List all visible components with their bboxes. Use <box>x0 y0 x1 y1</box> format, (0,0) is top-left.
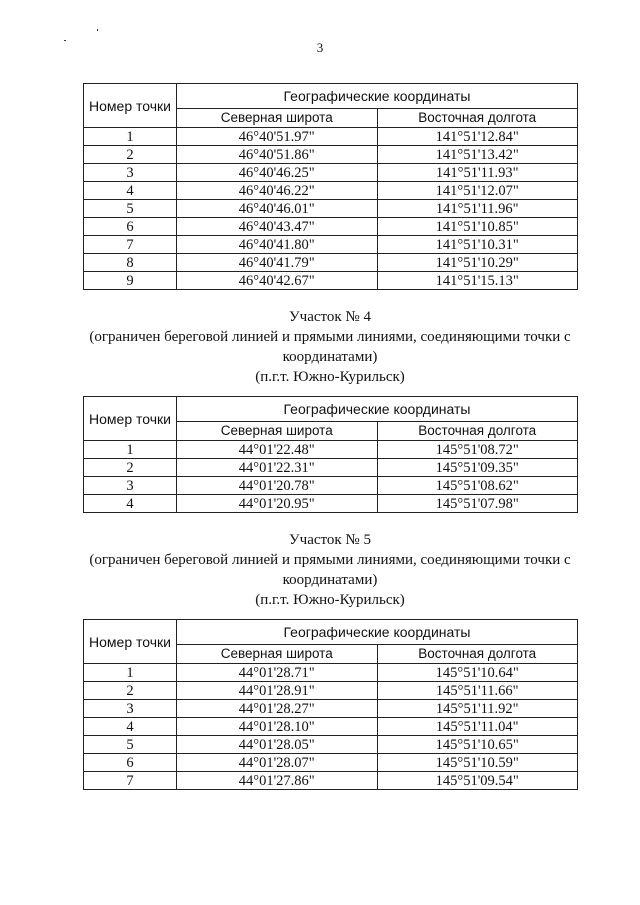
point-number-cell: 3 <box>84 477 177 495</box>
table-row <box>84 754 578 772</box>
point-number-cell: 9 <box>84 272 177 290</box>
longitude-cell: 145°51'11.92" <box>377 700 578 718</box>
table-row <box>84 495 578 513</box>
header-latitude: Северная широта <box>177 645 378 664</box>
header-geo-coords: Географические координаты <box>177 397 578 422</box>
point-number-cell: 2 <box>84 146 177 164</box>
latitude-cell: 44°01'28.91" <box>177 682 378 700</box>
section-4-title: Участок № 4 <box>289 309 371 325</box>
section-5-desc-line2: координатами) <box>282 572 378 588</box>
section-4-desc-line2: координатами) <box>282 349 378 365</box>
latitude-cell: 44°01'28.07" <box>177 754 378 772</box>
longitude-cell: 145°51'11.66" <box>377 682 578 700</box>
latitude-cell: 44°01'27.86" <box>177 772 378 790</box>
table-row <box>84 736 578 754</box>
longitude-cell: 145°51'08.62" <box>377 477 578 495</box>
table-row <box>84 218 578 236</box>
header-point-number: Номер точки <box>84 620 177 664</box>
table-row <box>84 182 578 200</box>
latitude-cell: 44°01'28.27" <box>177 700 378 718</box>
point-number-cell: 3 <box>84 164 177 182</box>
longitude-cell: 141°51'12.84" <box>377 128 578 146</box>
latitude-cell: 46°40'51.97" <box>177 128 378 146</box>
table-row <box>84 128 578 146</box>
coords-table-1 <box>83 83 578 290</box>
section-4-place: (п.г.т. Южно-Курильск) <box>255 369 405 385</box>
page-number: 3 <box>316 40 324 55</box>
point-number-cell: 6 <box>84 754 177 772</box>
coords-table-2 <box>83 396 578 513</box>
longitude-cell: 141°51'10.29" <box>377 254 578 272</box>
longitude-cell: 145°51'10.59" <box>377 754 578 772</box>
point-number-cell: 6 <box>84 218 177 236</box>
longitude-cell: 145°51'09.35" <box>377 459 578 477</box>
latitude-cell: 44°01'28.71" <box>177 664 378 682</box>
section-4-caption <box>60 307 600 387</box>
latitude-cell: 46°40'46.01" <box>177 200 378 218</box>
table-row <box>84 477 578 495</box>
point-number-cell: 5 <box>84 200 177 218</box>
point-number-cell: 7 <box>84 772 177 790</box>
header-latitude: Северная широта <box>177 109 378 128</box>
latitude-cell: 46°40'46.25" <box>177 164 378 182</box>
latitude-cell: 46°40'41.79" <box>177 254 378 272</box>
longitude-cell: 145°51'08.72" <box>377 441 578 459</box>
scan-speck <box>97 29 98 31</box>
section-5-caption <box>60 530 600 610</box>
point-number-cell: 1 <box>84 128 177 146</box>
point-number-cell: 4 <box>84 718 177 736</box>
latitude-cell: 44°01'20.95" <box>177 495 378 513</box>
point-number-cell: 2 <box>84 682 177 700</box>
table-row <box>84 664 578 682</box>
longitude-cell: 141°51'10.85" <box>377 218 578 236</box>
section-5-place: (п.г.т. Южно-Курильск) <box>255 592 405 608</box>
longitude-cell: 141°51'13.42" <box>377 146 578 164</box>
section-5-title: Участок № 5 <box>289 532 371 548</box>
coords-table-3 <box>83 619 578 790</box>
point-number-cell: 1 <box>84 441 177 459</box>
point-number-cell: 3 <box>84 700 177 718</box>
latitude-cell: 46°40'46.22" <box>177 182 378 200</box>
point-number-cell: 8 <box>84 254 177 272</box>
point-number-cell: 7 <box>84 236 177 254</box>
table-row <box>84 441 578 459</box>
latitude-cell: 44°01'20.78" <box>177 477 378 495</box>
point-number-cell: 2 <box>84 459 177 477</box>
longitude-cell: 141°51'10.31" <box>377 236 578 254</box>
latitude-cell: 46°40'51.86" <box>177 146 378 164</box>
latitude-cell: 46°40'43.47" <box>177 218 378 236</box>
longitude-cell: 141°51'11.96" <box>377 200 578 218</box>
header-longitude: Восточная долгота <box>377 109 578 128</box>
table-row <box>84 459 578 477</box>
latitude-cell: 44°01'28.05" <box>177 736 378 754</box>
table-row <box>84 236 578 254</box>
longitude-cell: 145°51'11.04" <box>377 718 578 736</box>
latitude-cell: 46°40'41.80" <box>177 236 378 254</box>
header-point-number: Номер точки <box>84 84 177 128</box>
point-number-cell: 5 <box>84 736 177 754</box>
section-4-desc-line1: (ограничен береговой линией и прямыми линиями, соединяющими точки с <box>89 329 571 345</box>
table-row <box>84 254 578 272</box>
longitude-cell: 145°51'07.98" <box>377 495 578 513</box>
header-point-number: Номер точки <box>84 397 177 441</box>
latitude-cell: 44°01'28.10" <box>177 718 378 736</box>
table-row <box>84 682 578 700</box>
header-latitude: Северная широта <box>177 422 378 441</box>
table-row <box>84 772 578 790</box>
longitude-cell: 141°51'15.13" <box>377 272 578 290</box>
header-geo-coords: Географические координаты <box>177 620 578 645</box>
point-number-cell: 4 <box>84 182 177 200</box>
section-5-desc-line1: (ограничен береговой линией и прямыми линиями, соединяющими точки с <box>89 552 571 568</box>
table-row <box>84 164 578 182</box>
longitude-cell: 145°51'10.64" <box>377 664 578 682</box>
longitude-cell: 145°51'09.54" <box>377 772 578 790</box>
table-row <box>84 146 578 164</box>
longitude-cell: 141°51'11.93" <box>377 164 578 182</box>
table-row <box>84 718 578 736</box>
longitude-cell: 145°51'10.65" <box>377 736 578 754</box>
point-number-cell: 4 <box>84 495 177 513</box>
latitude-cell: 44°01'22.48" <box>177 441 378 459</box>
header-geo-coords: Географические координаты <box>177 84 578 109</box>
latitude-cell: 46°40'42.67" <box>177 272 378 290</box>
table-row <box>84 272 578 290</box>
header-longitude: Восточная долгота <box>377 422 578 441</box>
table-row <box>84 700 578 718</box>
table-row <box>84 200 578 218</box>
header-longitude: Восточная долгота <box>377 645 578 664</box>
latitude-cell: 44°01'22.31" <box>177 459 378 477</box>
point-number-cell: 1 <box>84 664 177 682</box>
longitude-cell: 141°51'12.07" <box>377 182 578 200</box>
